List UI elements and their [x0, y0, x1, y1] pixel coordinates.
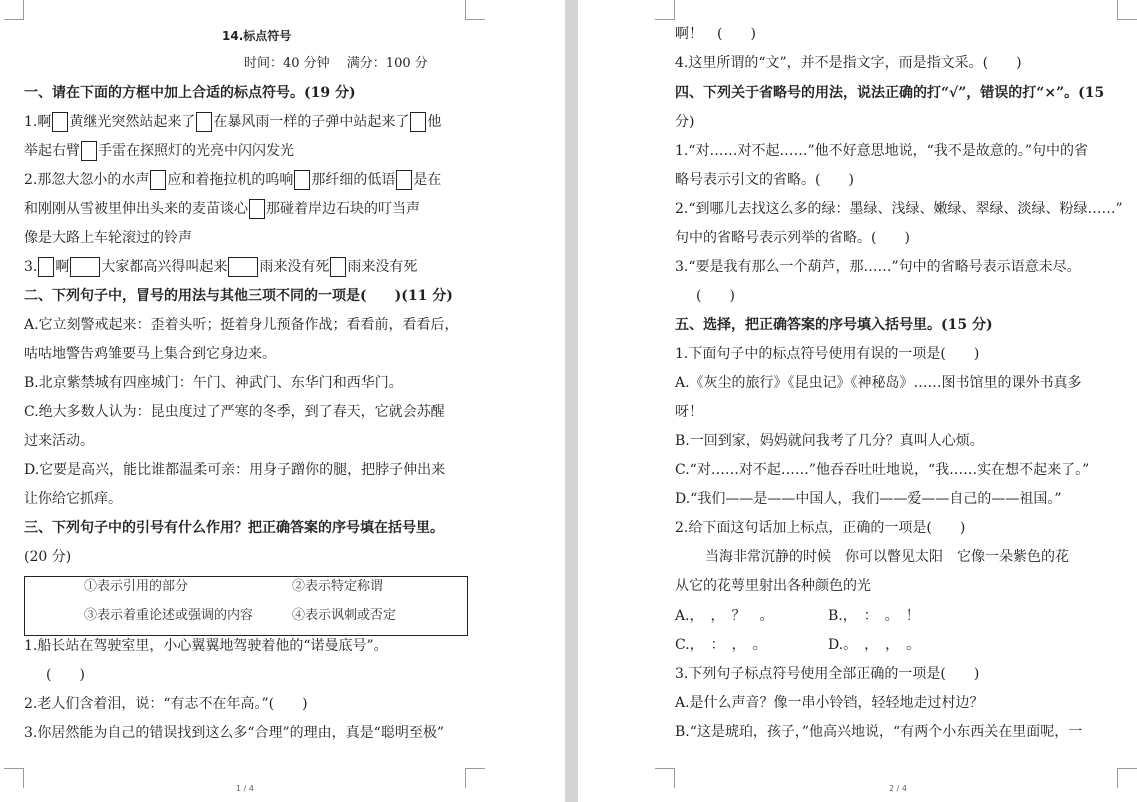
s4-question-2-cont: 句中的省略号表示列举的省略。( )	[675, 230, 910, 246]
s5-q2-sentence-cont: 从它的花萼里射出各种颜色的光	[675, 578, 871, 594]
document-page-1	[0, 0, 565, 802]
document-page-2	[578, 0, 1137, 802]
section-5-heading: 五、选择，把正确答案的序号填入括号里。(15 分)	[675, 317, 993, 333]
s1-question-2: 2.那忽大忽小的水声 应和着拖拉机的呜响 那纤细的低语 是在	[24, 172, 442, 188]
s5-q2-option-a: A.， ， ？ 。	[675, 608, 774, 624]
punctuation-box[interactable]	[150, 170, 166, 190]
margin-corner-mark	[4, 768, 24, 788]
section-4-heading: 四、下列关于省略号的用法，说法正确的打“√”，错误的打“×”。(15	[675, 85, 1105, 101]
margin-corner-mark	[465, 768, 485, 788]
s1-question-2-cont2: 像是大路上车轮滚过的铃声	[24, 230, 192, 246]
margin-corner-mark	[1117, 0, 1137, 20]
punctuation-box[interactable]	[396, 170, 412, 190]
option-3: ③表示着重论述或强调的内容	[84, 608, 254, 623]
s5-q1-option-a: A.《灰尘的旅行》《昆虫记》《神秘岛》……图书馆里的课外书真多	[675, 375, 1082, 391]
s1-question-3: 3. 啊 大家都高兴得叫起来 雨来没有死 雨来没有死	[24, 259, 418, 275]
s4-question-1: 1.“对……对不起……”他不好意思地说，“我不是故意的。”句中的省	[675, 143, 1088, 159]
s2-option-a-cont: 咕咕地警告鸡雏要马上集合到它身边来。	[24, 346, 276, 362]
s2-option-c: C.绝大多数人认为：昆虫度过了严寒的冬季，到了春天，它就会苏醒	[24, 404, 445, 420]
s5-question-2: 2.给下面这句话加上标点，正确的一项是( )	[675, 520, 966, 536]
punctuation-box[interactable]	[38, 257, 54, 277]
punctuation-box[interactable]	[70, 257, 100, 277]
punctuation-box[interactable]	[249, 199, 265, 219]
s1-question-1: 1.啊 黄继光突然站起来了 在暴风雨一样的子弹中站起来了 他	[24, 114, 442, 130]
s5-q1-option-d: D.“我们——是——中国人，我们——爱——自己的——祖国。”	[675, 491, 1062, 507]
s4-question-1-cont: 略号表示引文的省略。( )	[675, 172, 854, 188]
punctuation-box[interactable]	[330, 257, 346, 277]
s5-q2-sentence: 当海非常沉静的时候 你可以瞥见太阳 它像一朵紫色的花	[705, 549, 1069, 565]
s1-question-1-cont: 举起右臂 手雷在探照灯的光亮中闪闪发光	[24, 143, 294, 159]
margin-corner-mark	[4, 0, 24, 20]
s2-option-d-cont: 让你给它抓痒。	[24, 491, 122, 507]
s5-question-3: 3.下列句子标点符号使用全部正确的一项是( )	[675, 666, 980, 682]
punctuation-box[interactable]	[52, 112, 68, 132]
section-2-heading: 二、下列句子中，冒号的用法与其他三项不同的一项是( )(11 分)	[24, 288, 453, 304]
margin-corner-mark	[655, 0, 675, 20]
s5-q1-option-a-cont: 呀！	[675, 404, 703, 420]
page-gutter	[565, 0, 578, 802]
section-4-points: 分)	[675, 114, 695, 130]
s4-question-2: 2.“到哪儿去找这么多的绿：墨绿、浅绿、嫩绿、翠绿、淡绿、粉绿……”	[675, 201, 1123, 217]
s5-q3-option-a: A.是什么声音？像一串小铃铛，轻轻地走过村边？	[675, 695, 984, 711]
s4-question-3: 3.“要是我有那么一个葫芦，那……”句中的省略号表示语意未尽。	[675, 259, 1081, 275]
section-3-heading: 三、下列句子中的引号有什么作用？把正确答案的序号填在括号里。	[24, 520, 444, 536]
s5-question-1: 1.下面句子中的标点符号使用有误的一项是( )	[675, 346, 980, 362]
margin-corner-mark	[655, 768, 675, 788]
s1-question-2-cont: 和刚刚从雪被里伸出头来的麦苗谈心 那碰着岸边石块的叮当声	[24, 201, 420, 217]
s5-q2-option-b: B.， ： 。 ！	[828, 608, 920, 624]
punctuation-box[interactable]	[228, 257, 258, 277]
margin-corner-mark	[1117, 768, 1137, 788]
s3-question-1: 1.船长站在驾驶室里，小心翼翼地驾驶着他的“诺曼底号”。	[24, 638, 388, 654]
s3-question-4: 4.这里所谓的“文”，并不是指文字，而是指文采。( )	[675, 55, 1022, 71]
option-4: ④表示讽刺或否定	[292, 608, 397, 623]
punctuation-box[interactable]	[294, 170, 310, 190]
punctuation-box[interactable]	[196, 112, 212, 132]
s5-q2-option-d: D.。 ， ， 。	[828, 637, 921, 653]
section-3-points: (20 分)	[24, 549, 72, 565]
s3-question-2: 2.老人们含着泪，说：“有志不在年高。”( )	[24, 696, 308, 712]
punctuation-box[interactable]	[81, 141, 97, 161]
s5-q1-option-b: B.一回到家，妈妈就问我考了几分？真叫人心烦。	[675, 433, 984, 449]
continued-line: 啊！ ( )	[675, 26, 756, 42]
s5-q1-option-c: C.“对……对不起……”他吞吞吐吐地说，“我……实在想不起来了。”	[675, 462, 1090, 478]
section-1-heading: 一、请在下面的方框中加上合适的标点符号。(19 分)	[24, 85, 356, 101]
page-number: 1 / 4	[236, 784, 254, 793]
punctuation-box[interactable]	[410, 112, 426, 132]
s4-question-3-blank: ( )	[696, 288, 735, 304]
margin-corner-mark	[465, 0, 485, 20]
page-number: 2 / 4	[889, 784, 907, 793]
s3-question-3: 3.你居然能为自己的错误找到这么多“合理”的理由，真是“聪明至极”	[24, 725, 444, 741]
s5-q3-option-b: B.“这是琥珀，孩子，”他高兴地说，“有两个小东西关在里面呢，一	[675, 724, 1083, 740]
exam-info: 时间：40 分钟 满分：100 分	[244, 56, 428, 71]
s2-option-c-cont: 过来活动。	[24, 433, 94, 449]
s2-option-d: D.它要是高兴，能比谁都温柔可亲：用身子蹭你的腿，把脖子伸出来	[24, 462, 446, 478]
page-title: 14.标点符号	[222, 29, 292, 43]
option-1: ①表示引用的部分	[84, 579, 189, 594]
s5-q2-option-c: C.， ： ， 。	[675, 637, 767, 653]
option-2: ②表示特定称谓	[292, 579, 384, 594]
s3-question-1-blank: ( )	[46, 667, 85, 683]
s2-option-a: A.它立刻警戒起来：歪着头听；挺着身儿预备作战；看看前，看看后，	[24, 317, 459, 333]
s2-option-b: B.北京紫禁城有四座城门：午门、神武门、东华门和西华门。	[24, 375, 403, 391]
